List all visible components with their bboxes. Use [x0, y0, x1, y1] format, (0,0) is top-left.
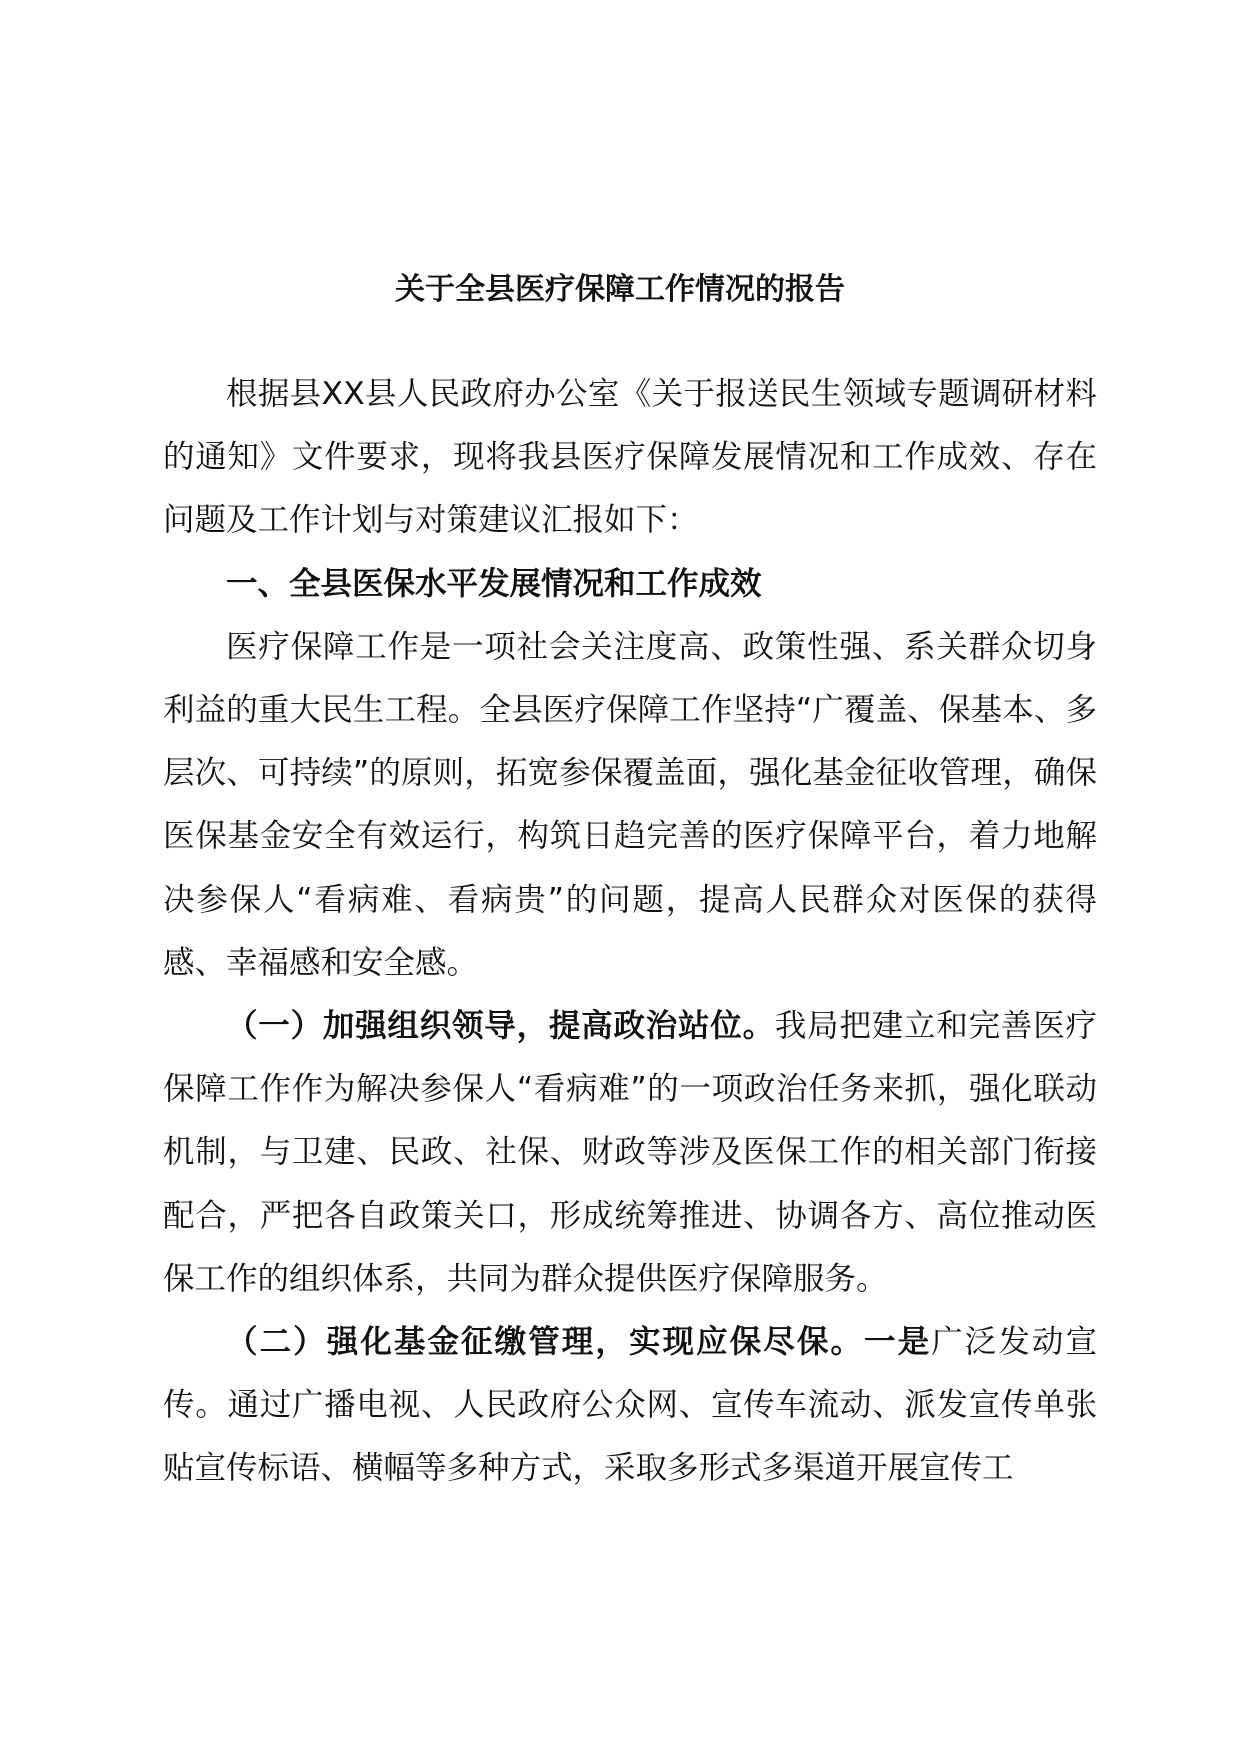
- item-1-text: 我局把建立和完善医疗保障工作作为解决参保人“看病难”的一项政治任务来抓，强化联动机制，与卫建、民政、社保、财政等涉及医保工作的相关部门衔接配合，严把各自政策关口，形成统筹推进、协调各方、高位推动医保工作的组织体系，共同为群众提供医疗保障服务。: [163, 1008, 1097, 1297]
- item-1-lead: （一）加强组织领导，提高政治站位。: [226, 1008, 775, 1045]
- section-1-heading: 一、全县医保水平发展情况和工作成效: [226, 565, 762, 602]
- document-title: 关于全县医疗保障工作情况的报告: [395, 272, 845, 307]
- item-2-lead: （二）强化基金征缴管理，实现应保尽保。: [226, 1324, 864, 1361]
- section-1-paragraph: 医疗保障工作是一项社会关注度高、政策性强、系关群众切身利益的重大民生工程。全县医疗保障工作坚持“广覆盖、保基本、多层次、可持续”的原则，拓宽参保覆盖面，强化基金征收管理，确保医保基金安全有效运行，构筑日趋完善的医疗保障平台，着力地解决参保人“看病难、看病贵”的问题，提高人民群众对医保的获得感、幸福感和安全感。: [163, 628, 1097, 981]
- item-2-sub-lead: 一是: [864, 1324, 932, 1361]
- item-2-paragraph: [163, 1311, 1097, 1501]
- intro-paragraph: 根据县XX县人民政府办公室《关于报送民生领域专题调研材料的通知》文件要求，现将我县医疗保障发展情况和工作成效、存在问题及工作计划与对策建议汇报如下：: [163, 376, 1097, 539]
- document-body: [163, 363, 1097, 1501]
- item-2-text: 广泛发动宣传。通过广播电视、人民政府公众网、宣传车流动、派发宣传单张贴宣传标语、横幅等多种方式，采取多形式多渠道开展宣传工: [163, 1324, 1097, 1487]
- item-1-paragraph: [163, 995, 1097, 1311]
